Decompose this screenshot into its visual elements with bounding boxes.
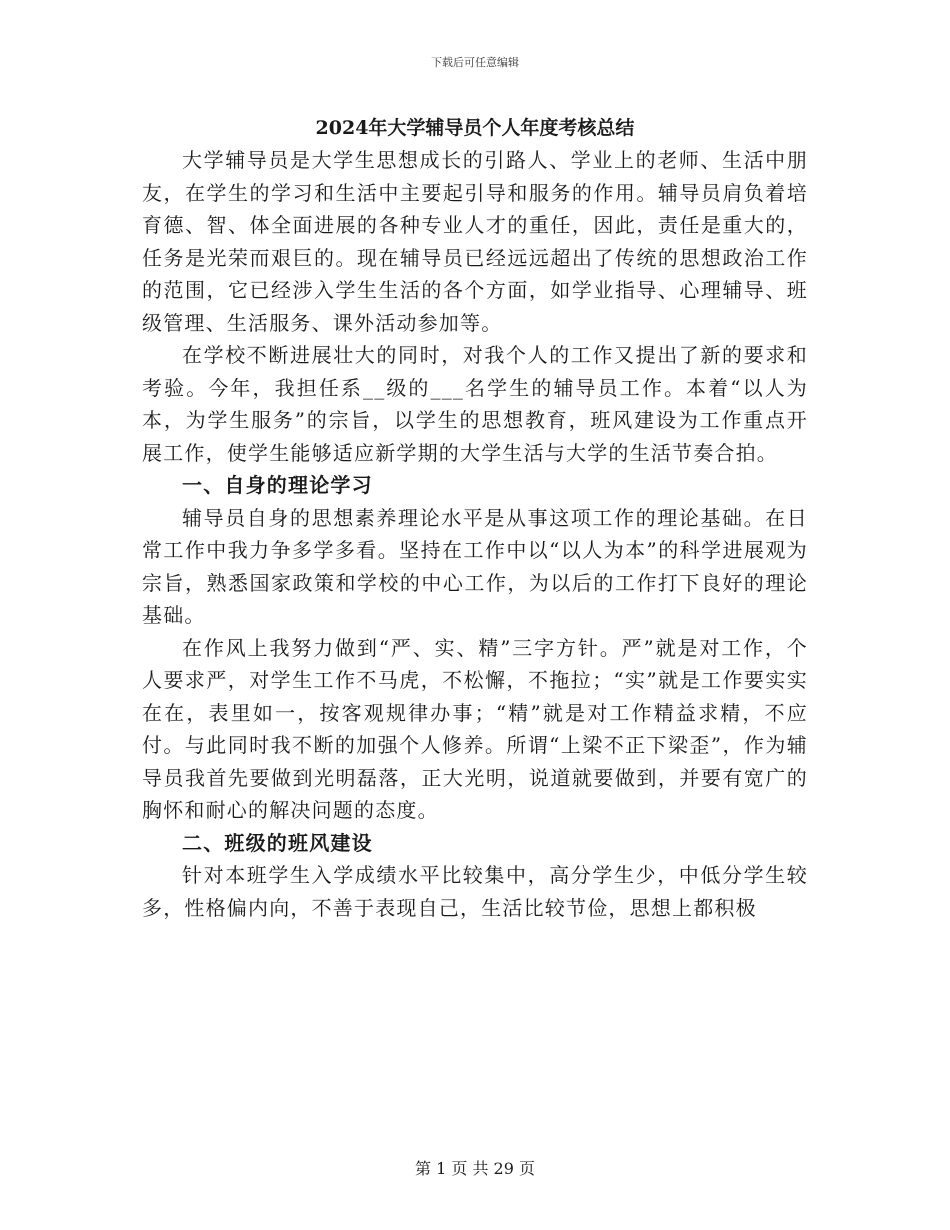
document-title: 2024年大学辅导员个人年度考核总结: [315, 117, 635, 139]
page-number: 第 1 页 共 29 页: [415, 1159, 535, 1178]
document-body: [142, 112, 808, 924]
page-header-note: 下载后可任意编辑: [431, 56, 519, 69]
paragraph-class-situation: 针对本班学生入学成绩水平比较集中，高分学生少，中低分学生较多，性格偏内向，不善于表现自己，生活比较节俭，思想上都积极: [142, 863, 808, 920]
paragraph-theory-basis: 辅导员自身的思想素养理论水平是从事这项工作的理论基础。在日常工作中我力争多学多看。坚持在工作中以“以人为本”的科学进展观为宗旨，熟悉国家政策和学校的中心工作，为以后的工作打下良好的理论基础。: [142, 505, 808, 627]
paragraph-intro: 大学辅导员是大学生思想成长的引路人、学业上的老师、生活中朋友，在学生的学习和生活中主要起引导和服务的作用。辅导员肩负着培育德、智、体全面进展的各种专业人才的重任，因此，责任是重大的，任务是光荣而艰巨的。现在辅导员已经远远超出了传统的思想政治工作的范围，它已经涉入学生生活的各个方面，如学业指导、心理辅导、班级管理、生活服务、课外活动参加等。: [142, 148, 808, 335]
section-heading-class-style: 二、班级的班风建设: [182, 830, 373, 855]
paragraph-work-overview: 在学校不断进展壮大的同时，对我个人的工作又提出了新的要求和考验。今年，我担任系__级的___名学生的辅导员工作。本着“以人为本，为学生服务”的宗旨，以学生的思想教育，班风建设为工作重点开展工作，使学生能够适应新学期的大学生活与大学的生活节奏合拍。: [142, 343, 808, 465]
section-heading-theory-study: 一、自身的理论学习: [182, 473, 373, 497]
paragraph-work-style: 在作风上我努力做到“严、实、精”三字方针。严”就是对工作，个人要求严，对学生工作不马虎，不松懈，不拖拉；“实”就是工作要实实在在，表里如一，按客观规律办事；“精”就是对工作精益求精，不应付。与此同时我不断的加强个人修养。所谓“上梁不正下梁歪”，作为辅导员我首先要做到光明磊落，正大光明，说道就要做到，并要有宽广的胸怀和耐心的解决问题的态度。: [142, 635, 808, 822]
